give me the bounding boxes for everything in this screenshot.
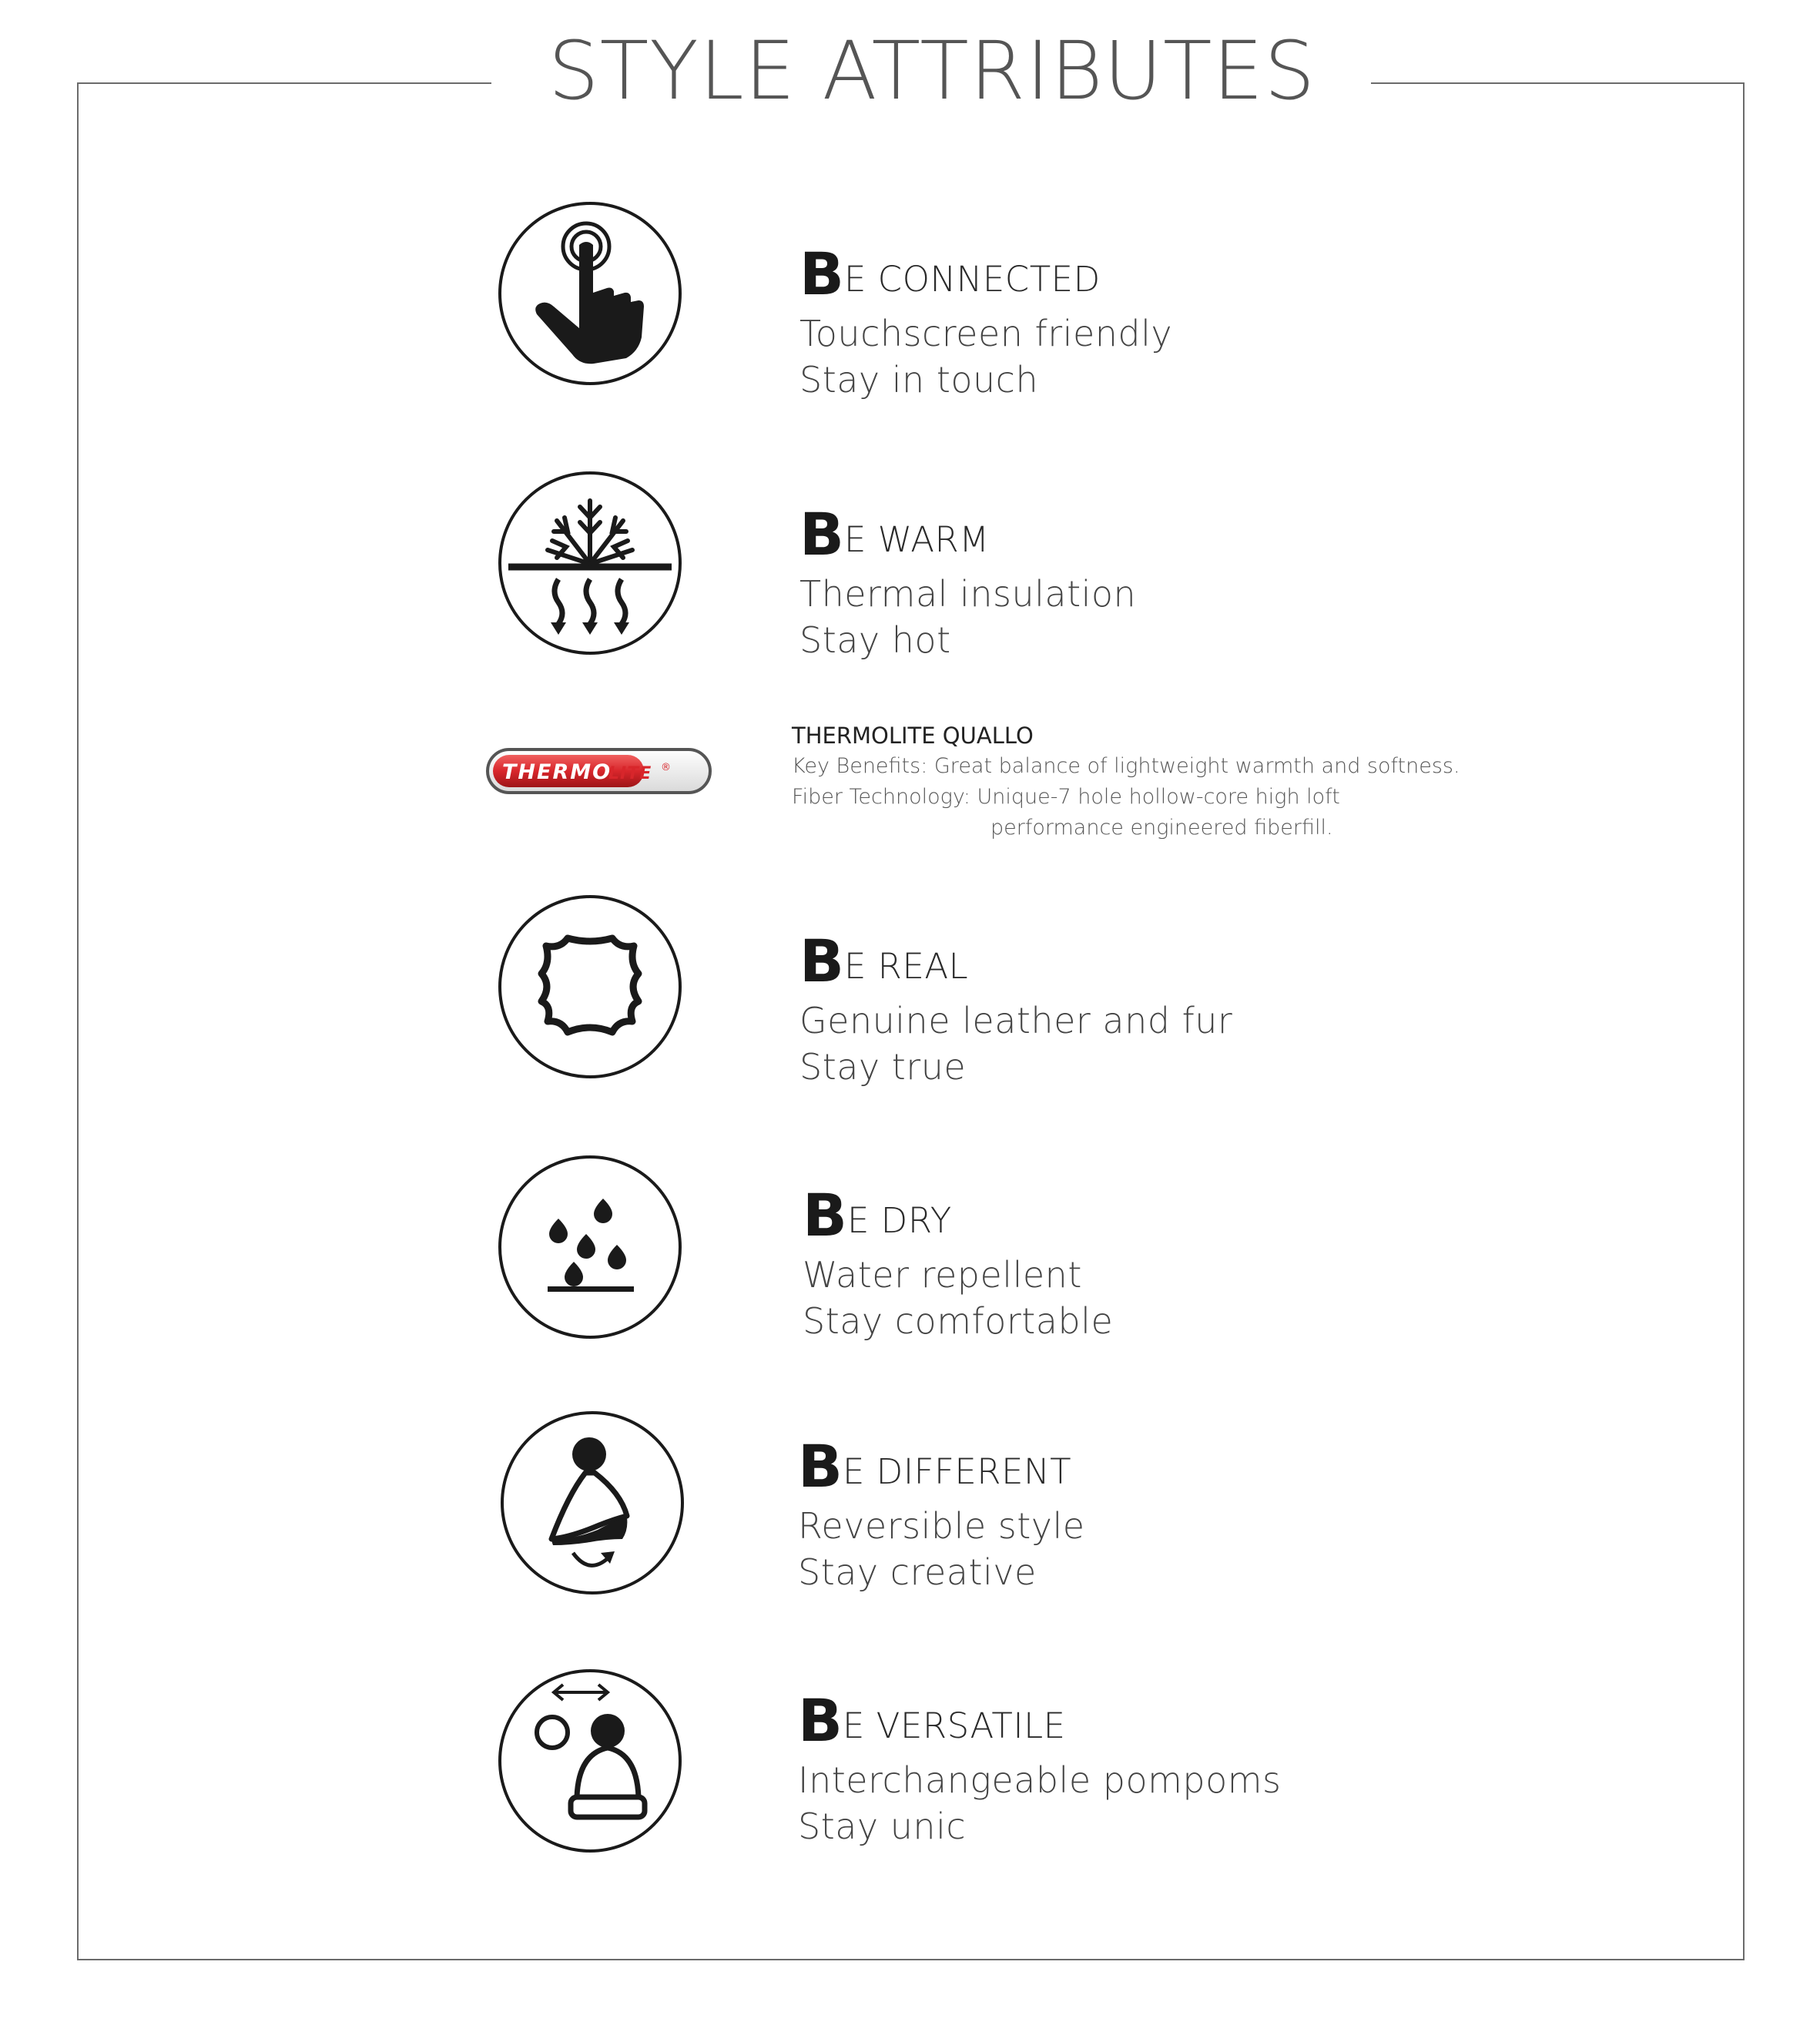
- water-drops-icon: [497, 1154, 683, 1340]
- frame-left-line: [77, 83, 79, 1960]
- attribute-line-2: Stay hot: [799, 619, 951, 661]
- attribute-line-2: Stay unic: [798, 1806, 967, 1847]
- attribute-line-1: Interchangeable pompoms: [798, 1759, 1282, 1801]
- attribute-line-2: Stay creative: [798, 1551, 1037, 1593]
- svg-text:THERMO: [502, 760, 612, 784]
- heading-rest: E DRY: [846, 1200, 952, 1241]
- thermolite-line-1: Key Benefits: Great balance of lightweight warmth and softness.: [792, 754, 1460, 778]
- attribute-be-versatile: [798, 1684, 1282, 1849]
- heading-rest: E CONNECTED: [843, 259, 1101, 300]
- attribute-be-different: [798, 1430, 1085, 1595]
- heading-initial: B: [799, 927, 843, 995]
- heading-rest: E WARM: [843, 519, 990, 560]
- heading-rest: E VERSATILE: [842, 1705, 1066, 1746]
- attribute-be-connected: [799, 237, 1172, 403]
- attribute-heading: [803, 1179, 1113, 1252]
- svg-text:LITE: [608, 764, 652, 783]
- svg-text:®: [661, 762, 671, 773]
- heading-initial: B: [803, 1181, 846, 1249]
- attribute-heading: [799, 237, 1172, 310]
- attribute-be-real: [799, 924, 1232, 1090]
- attribute-line-2: Stay true: [799, 1046, 967, 1088]
- thermolite-logo-mark: ®: [661, 762, 671, 773]
- heading-initial: B: [798, 1686, 841, 1755]
- attribute-be-warm: [799, 498, 1136, 663]
- frame-top-left-line: [77, 82, 491, 84]
- heading-rest: E REAL: [843, 946, 969, 987]
- attribute-be-dry: [803, 1179, 1113, 1344]
- touch-hand-icon: [497, 200, 683, 387]
- attribute-heading: [799, 498, 1136, 571]
- heading-rest: E DIFFERENT: [842, 1451, 1072, 1492]
- snowflake-heat-icon: [497, 470, 683, 656]
- attribute-line-1: Genuine leather and fur: [799, 1000, 1233, 1041]
- attribute-line-2: Stay comfortable: [803, 1300, 1114, 1342]
- attribute-heading: [799, 924, 1232, 998]
- attribute-line-2: Stay in touch: [799, 359, 1039, 401]
- attribute-line-1: Touchscreen friendly: [799, 313, 1173, 354]
- thermolite-logo-dark: THERMO: [502, 760, 612, 784]
- page-title: STYLE ATTRIBUTES: [548, 24, 1316, 118]
- attribute-line-1: Reversible style: [798, 1505, 1085, 1547]
- thermolite-description: [792, 720, 1460, 843]
- frame-right-line: [1743, 83, 1745, 1960]
- heading-initial: B: [798, 1432, 841, 1501]
- heading-initial: B: [799, 500, 843, 568]
- thermolite-logo-light: LITE: [608, 764, 652, 783]
- frame-bottom-line: [77, 1959, 1745, 1960]
- attribute-heading: [798, 1430, 1085, 1503]
- thermolite-logo: [485, 747, 712, 795]
- leather-hide-icon: [497, 894, 683, 1080]
- thermolite-title: THERMOLITE QUALLO: [792, 723, 1034, 749]
- frame-top-right-line: [1371, 82, 1745, 84]
- attribute-line-1: Water repellent: [803, 1254, 1082, 1296]
- reversible-hat-icon: [499, 1410, 685, 1596]
- thermolite-line-2: Fiber Technology: Unique-7 hole hollow-core high loft: [792, 785, 1340, 809]
- attribute-line-1: Thermal insulation: [799, 573, 1137, 615]
- thermolite-line-3: performance engineered fiberfill.: [990, 816, 1333, 840]
- heading-initial: B: [799, 240, 843, 308]
- pompom-swap-icon: [497, 1668, 683, 1854]
- attribute-heading: [798, 1684, 1282, 1757]
